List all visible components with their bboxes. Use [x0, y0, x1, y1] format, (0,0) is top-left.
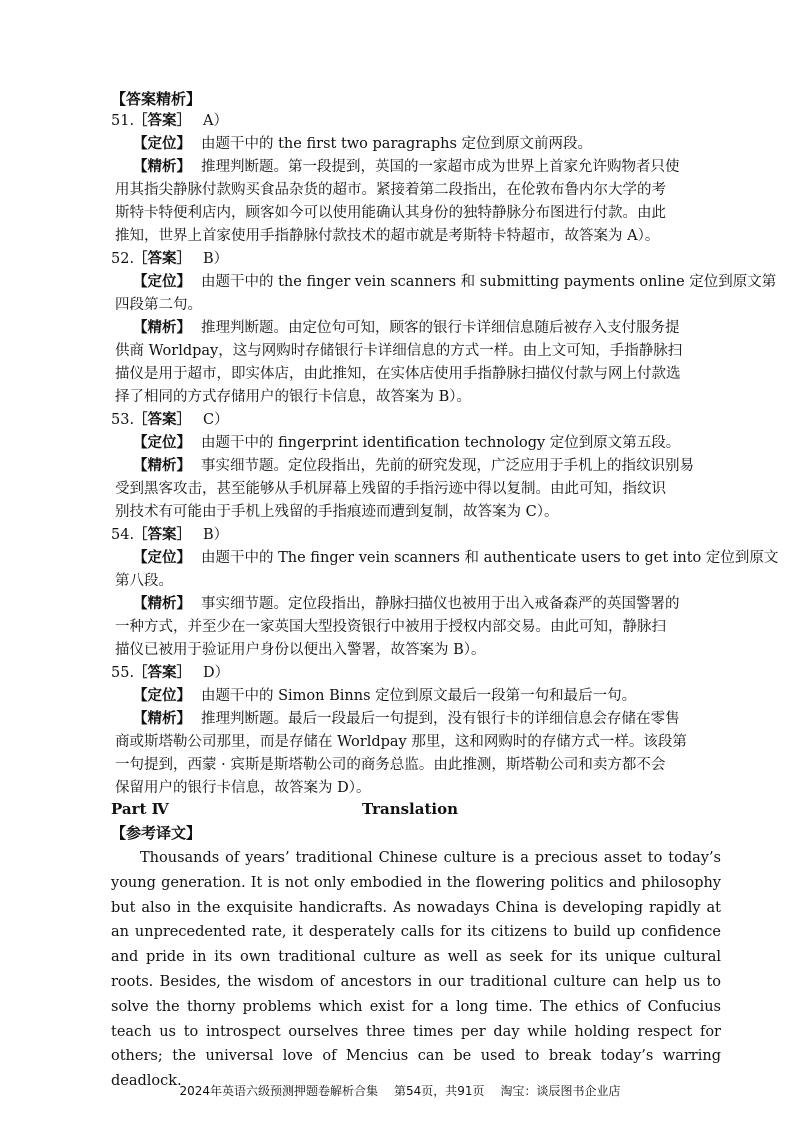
analysis-line: 受到黑客攻击，甚至能够从手机屏幕上残留的手指污迹中得以复制。由此可知，指纹识: [115, 481, 666, 497]
location-label: 【定位】: [133, 273, 191, 290]
question-51-location: [133, 133, 592, 155]
location-label: 【定位】: [133, 549, 191, 566]
analysis-line: 推理判断题。由定位句可知，顾客的银行卡详细信息随后被存入支付服务提: [201, 320, 680, 336]
analysis-label: 【精析】: [133, 710, 191, 727]
question-55-answer: [111, 662, 229, 684]
question-number: 51.: [111, 113, 135, 129]
location-text: 由题干中的 the finger vein scanners 和 submitting payments online 定位到原文第: [201, 274, 777, 290]
question-54-answer: [111, 524, 228, 546]
page-footer: [0, 1082, 800, 1099]
location-text: 由题干中的 The finger vein scanners 和 authenticate users to get into 定位到原文: [201, 550, 779, 566]
reference-heading: 【参考译文】: [111, 824, 202, 842]
question-number: 55.: [111, 665, 135, 681]
answer-value: C）: [203, 412, 229, 428]
question-52-answer: [111, 248, 228, 270]
question-53-analysis: [133, 455, 694, 477]
analysis-line: 推知，世界上首家使用手指静脉付款技术的超市就是考斯特卡特超市，故答案为 A）。: [115, 228, 660, 244]
analysis-line: 事实细节题。定位段指出，先前的研究发现，广泛应用于手机上的指纹识别易: [201, 458, 694, 474]
answer-value: D）: [203, 665, 230, 681]
footer-shop: 淘宝：谈辰图书企业店: [500, 1084, 621, 1098]
question-53-answer: [111, 409, 229, 431]
part-title: Translation: [362, 800, 458, 818]
answer-label: ［答案］: [133, 112, 191, 129]
question-54-location: [133, 547, 778, 569]
location-label: 【定位】: [133, 687, 191, 704]
part-label: Part Ⅳ: [111, 800, 169, 818]
location-label: 【定位】: [133, 434, 191, 451]
footer-title: 2024年英语六级预测押题卷解析合集: [179, 1084, 378, 1098]
location-text: 由题干中的 the first two paragraphs 定位到原文前两段。: [201, 136, 593, 152]
answer-label: ［答案］: [133, 526, 191, 543]
analysis-line: 描仪已被用于验证用户身份以便出入警署，故答案为 B）。: [115, 642, 486, 658]
analysis-line: 推理判断题。第一段提到，英国的一家超市成为世界上首家允许购物者只使: [201, 159, 680, 175]
analysis-label: 【精析】: [133, 595, 191, 612]
answer-value: B）: [203, 251, 229, 267]
location-text: 第八段。: [115, 573, 173, 589]
analysis-line: 择了相同的方式存储用户的银行卡信息，故答案为 B）。: [115, 389, 472, 405]
location-text: 由题干中的 fingerprint identification technology 定位到原文第五段。: [201, 435, 681, 451]
answer-label: ［答案］: [133, 411, 191, 428]
analysis-line: 推理判断题。最后一段最后一句提到，没有银行卡的详细信息会存储在零售: [201, 711, 680, 727]
translation-paragraph: Thousands of years’ traditional Chinese culture is a precious asset to today’s young generation. It is not only embodied in the flowering politics and philosophy but also in the exquisite handicrafts. As nowadays China is developing rapidly at an unprecedented rate, it desperately calls for its citizens to build up confidence and pride in its own traditional culture as well as seek for its unique cultural roots. Besides, the wisdom of ancestors in our traditional culture can help us to solve the thorny problems which exist for a long time. The ethics of Confucius teach us to introspect ourselves three times per day while holding respect for others; the universal love of Mencius can be used to break today’s warring deadlock.: [111, 850, 721, 1090]
location-text: 由题干中的 Simon Binns 定位到原文最后一段第一句和最后一句。: [201, 688, 637, 704]
analysis-line: 商或斯塔勒公司那里，而是存储在 Worldpay 那里，这和网购时的存储方式一样。该段第: [115, 734, 687, 750]
answer-value: B）: [203, 527, 229, 543]
analysis-line: 一种方式，并至少在一家英国大型投资银行中被用于授权内部交易。由此可知，静脉扫: [115, 619, 666, 635]
answer-value: A）: [203, 113, 228, 129]
question-52-analysis: [133, 317, 680, 339]
footer-page-number: 第54页，共91页: [393, 1084, 485, 1098]
analysis-line: 一句提到，西蒙 · 宾斯是斯塔勒公司的商务总监。由此推测，斯塔勒公司和卖方都不会: [115, 757, 666, 773]
question-number: 54.: [111, 527, 135, 543]
analysis-label: 【精析】: [133, 457, 191, 474]
question-54-analysis: [133, 593, 680, 615]
analysis-line: 用其指尖静脉付款购买食品杂货的超市。紧接着第二段指出，在伦敦布鲁内尔大学的考: [115, 182, 666, 198]
question-number: 53.: [111, 412, 135, 428]
analysis-line: 描仪是用于超市，即实体店，由此推知，在实体店使用手指静脉扫描仪付款与网上付款选: [115, 366, 681, 382]
question-55-analysis: [133, 708, 680, 730]
location-label: 【定位】: [133, 135, 191, 152]
location-text: 四段第二句。: [115, 297, 202, 313]
answer-label: ［答案］: [133, 664, 191, 681]
question-number: 52.: [111, 251, 135, 267]
analysis-line: 保留用户的银行卡信息，故答案为 D）。: [115, 780, 371, 796]
question-53-location: [133, 432, 680, 454]
question-55-location: [133, 685, 636, 707]
analysis-line: 斯特卡特便利店内，顾客如今可以使用能确认其身份的独特静脉分布图进行付款。由此: [115, 205, 666, 221]
question-51-answer: [111, 110, 228, 132]
analysis-line: 供商 Worldpay，这与网购时存储银行卡详细信息的方式一样。由上文可知，手指静脉扫: [115, 343, 683, 359]
question-52-location: [133, 271, 776, 293]
answer-label: ［答案］: [133, 250, 191, 267]
analysis-line: 别技术有可能由于手机上残留的手指痕迹而遭到复制，故答案为 C）。: [115, 504, 559, 520]
analysis-label: 【精析】: [133, 319, 191, 336]
question-51-analysis: [133, 156, 680, 178]
section-heading: 【答案精析】: [111, 90, 202, 108]
analysis-label: 【精析】: [133, 158, 191, 175]
analysis-line: 事实细节题。定位段指出，静脉扫描仪也被用于出入戒备森严的英国警署的: [201, 596, 680, 612]
